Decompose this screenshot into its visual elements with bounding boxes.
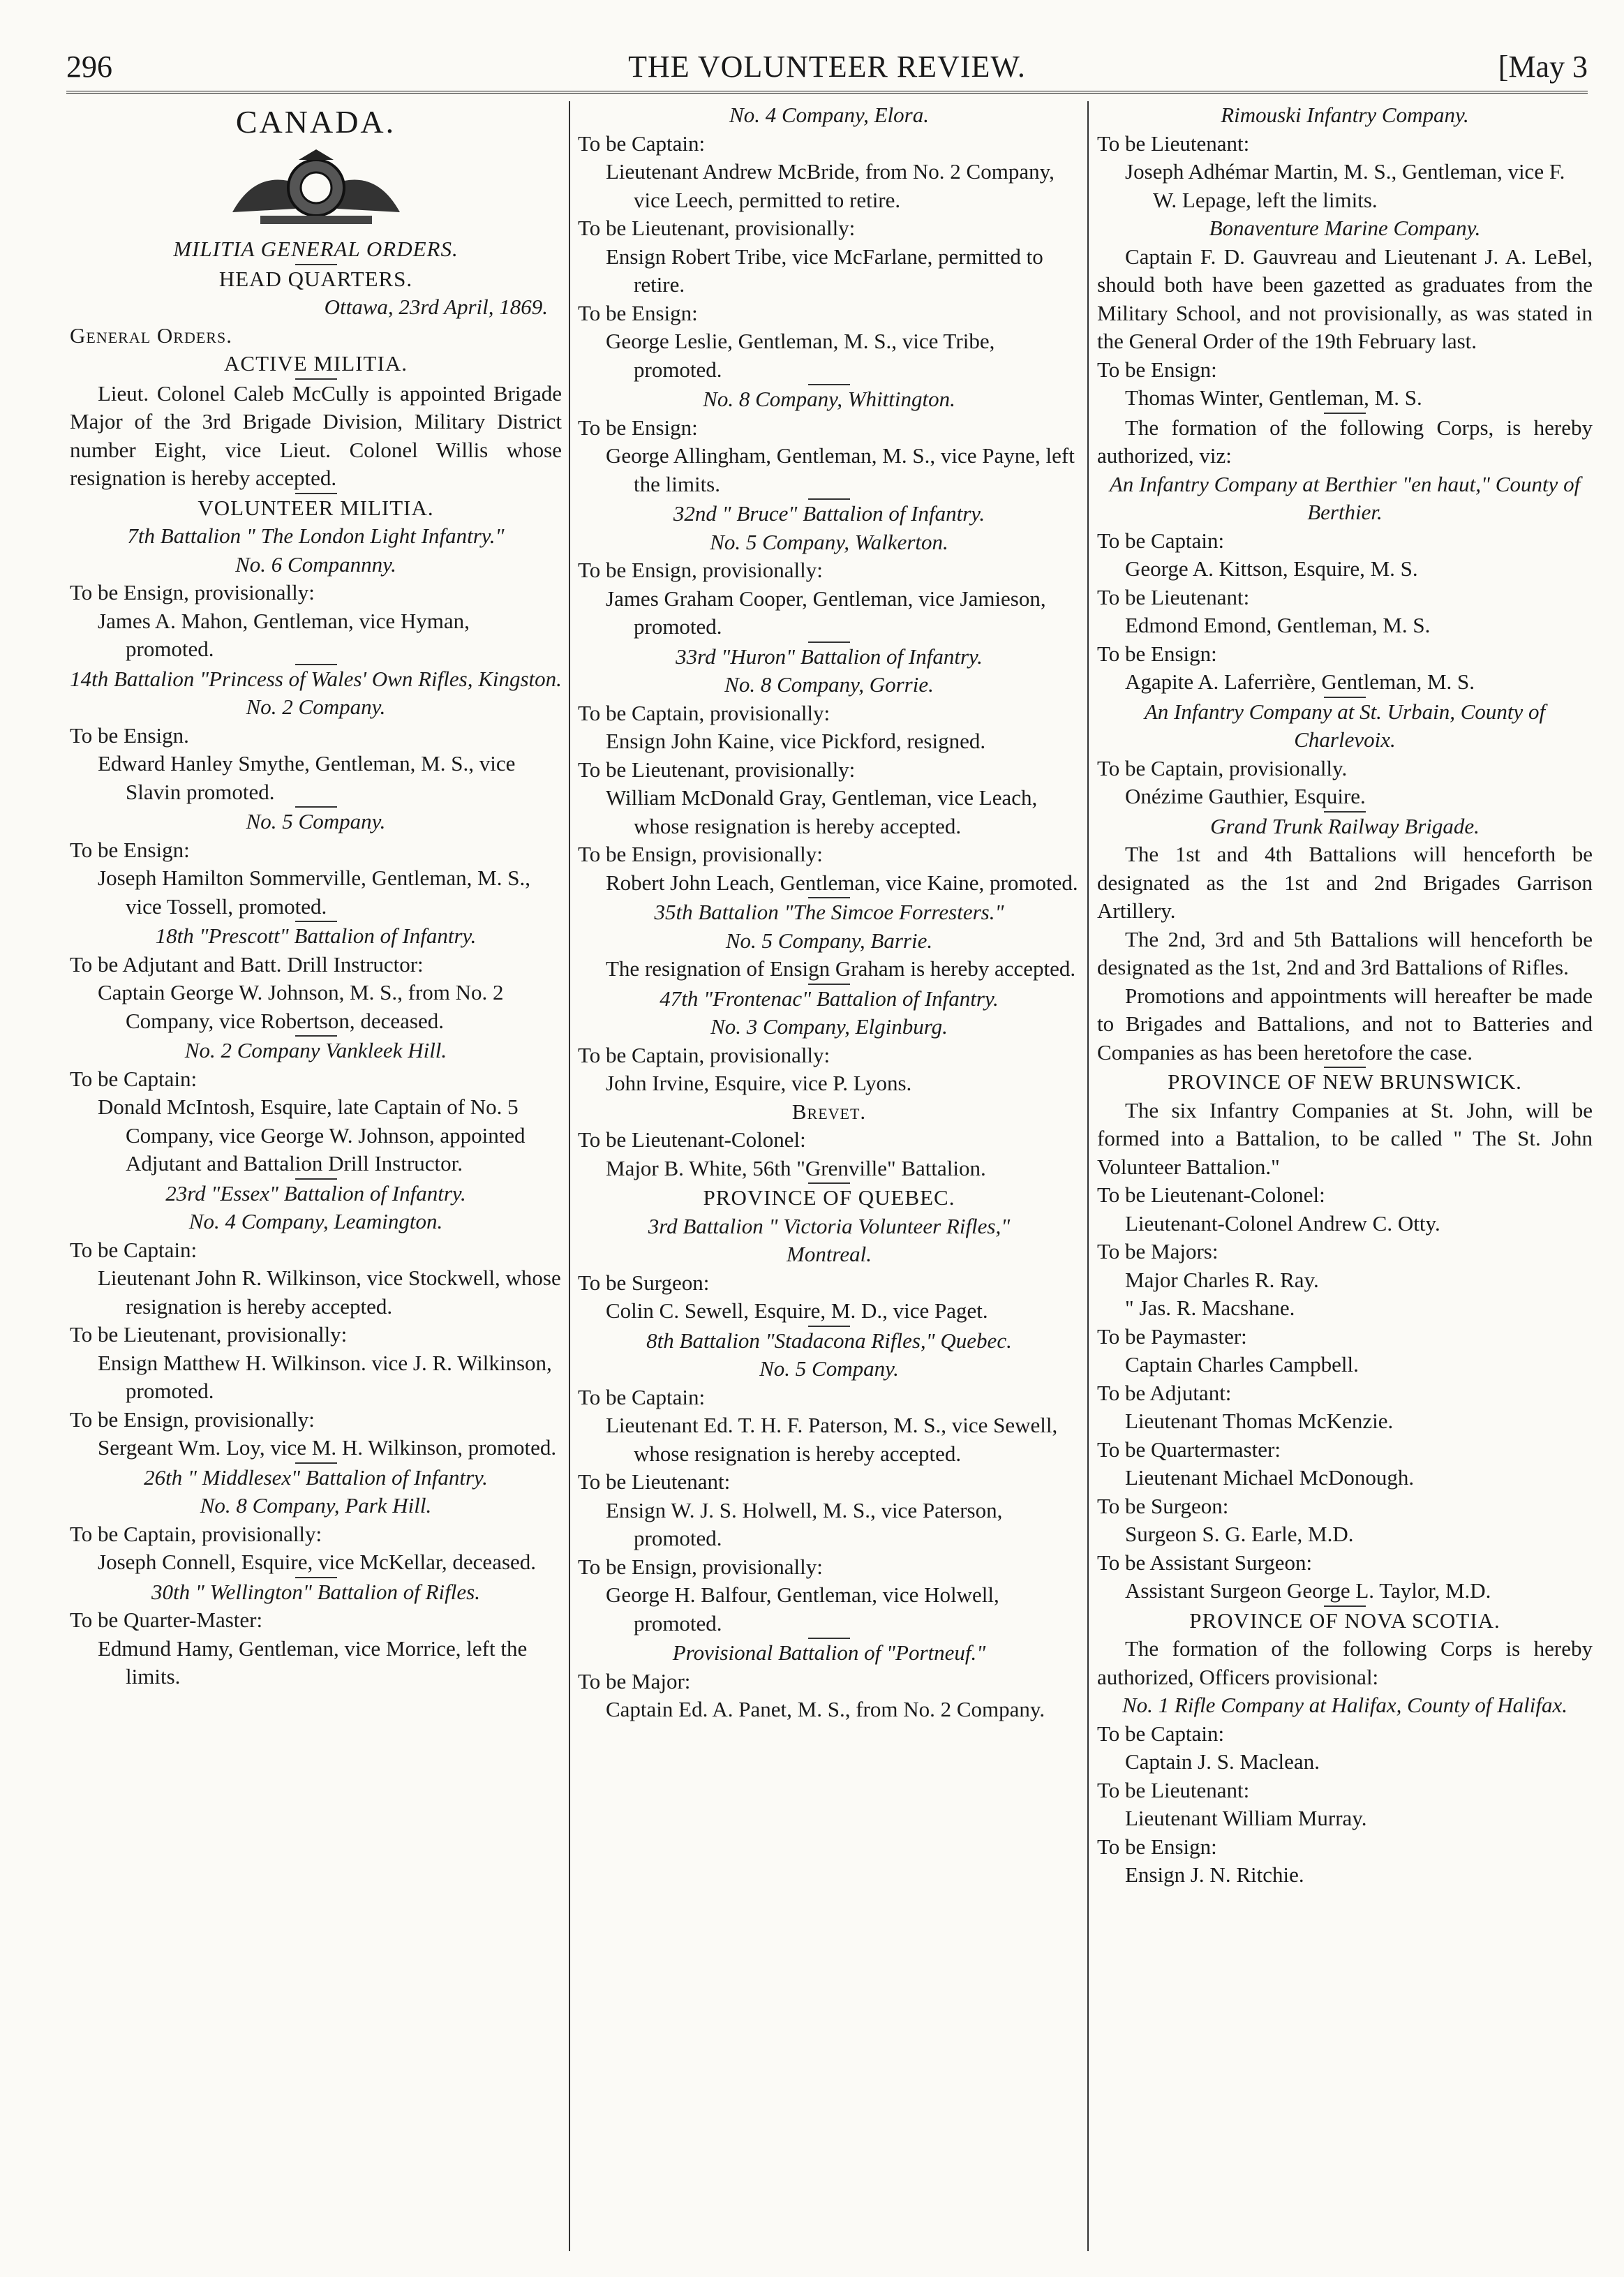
- section-heading: PROVINCE OF QUEBEC.: [703, 1185, 955, 1210]
- general-orders-label: General Orders.: [70, 322, 232, 348]
- appointment-rank: To be Captain, provisionally.: [1097, 755, 1348, 780]
- appointment-entry: Ensign Robert Tribe, vice McFarlane, permitted to retire.: [606, 244, 1043, 297]
- appointment-rank: To be Adjutant:: [1097, 1380, 1232, 1405]
- appointment-entry: Joseph Hamilton Sommerville, Gentleman, M. S., vice Tossell, promoted.: [98, 866, 530, 919]
- unit-heading: 26th " Middlesex" Battalion of Infantry.: [144, 1464, 488, 1490]
- appointment-entry: Joseph Adhémar Martin, M. S., Gentleman, vice F. W. Lepage, left the limits.: [1125, 159, 1565, 212]
- headquarters-heading: HEAD QUARTERS.: [218, 266, 413, 291]
- appointment-entry: Captain Ed. A. Panet, M. S., from No. 2 Company.: [606, 1697, 1045, 1721]
- appointment-entry: Agapite A. Laferrière, Gentleman, M. S.: [1125, 669, 1475, 694]
- appointment-entry: Sergeant Wm. Loy, vice M. H. Wilkinson, promoted.: [98, 1435, 557, 1460]
- appointment-entry: Lieutenant Ed. T. H. F. Paterson, M. S., vice Sewell, whose resignation is hereby accepted.: [606, 1413, 1058, 1466]
- appointment-entry: Thomas Winter, Gentleman, M. S.: [1125, 385, 1422, 410]
- appointment-rank: To be Surgeon:: [578, 1270, 710, 1295]
- appointment-rank: To be Ensign:: [70, 837, 190, 862]
- appointment-rank: To be Ensign:: [578, 300, 698, 325]
- unit-heading: No. 6 Compannny.: [235, 551, 396, 577]
- appointment-rank: To be Quartermaster:: [1097, 1437, 1281, 1462]
- unit-heading: No. 5 Company.: [246, 809, 386, 833]
- appointment-entry: Assistant Surgeon George L. Taylor, M.D.: [1125, 1578, 1491, 1603]
- column-divider: [1087, 101, 1089, 2251]
- unit-heading: No. 4 Company, Leamington.: [188, 1209, 443, 1233]
- header-rule: [66, 91, 1588, 94]
- section-heading: VOLUNTEER MILITIA.: [198, 495, 434, 520]
- unit-heading: 30th " Wellington" Battalion of Rifles.: [151, 1579, 480, 1604]
- appointment-entry: Ensign John Kaine, vice Pickford, resigned.: [606, 729, 986, 753]
- appointment-rank: To be Paymaster:: [1097, 1323, 1247, 1349]
- newspaper-title: THE VOLUNTEER REVIEW.: [628, 50, 1026, 84]
- appointment-rank: To be Ensign:: [1097, 1834, 1217, 1859]
- subheading: Brevet.: [791, 1099, 867, 1124]
- section-heading: ACTIVE MILITIA.: [224, 351, 408, 376]
- unit-heading: 7th Battalion " The London Light Infantry.": [127, 524, 505, 548]
- unit-heading: No. 3 Company, Elginburg.: [710, 1014, 948, 1039]
- appointment-entry: Surgeon S. G. Earle, M.D.: [1125, 1522, 1354, 1546]
- appointment-entry: Lieutenant John R. Wilkinson, vice Stockwell, whose resignation is hereby accepted.: [98, 1266, 561, 1319]
- appointment-entry: Lieutenant-Colonel Andrew C. Otty.: [1125, 1210, 1440, 1236]
- appointment-rank: To be Lieutenant:: [1097, 584, 1250, 609]
- notice-paragraph: The 1st and 4th Battalions will henceforth be designated as the 1st and 2nd Brigades Garrison Artillery.: [1097, 842, 1593, 923]
- unit-heading: 18th "Prescott" Battalion of Infantry.: [155, 924, 477, 948]
- appointment-entry: Lieutenant William Murray.: [1125, 1806, 1367, 1830]
- appointment-rank: To be Ensign, provisionally:: [578, 1554, 823, 1579]
- unit-heading: 32nd " Bruce" Battalion of Infantry.: [673, 501, 985, 526]
- appointment-entry: Ensign J. N. Ritchie.: [1125, 1862, 1304, 1887]
- appointment-entry: Lieutenant Michael McDonough.: [1125, 1465, 1415, 1490]
- section-heading: PROVINCE OF NOVA SCOTIA.: [1189, 1608, 1500, 1633]
- notice-paragraph: The formation of the following Corps is hereby authorized, Officers provisional:: [1097, 1636, 1593, 1689]
- notice-paragraph: The six Infantry Companies at St. John, will be formed into a Battalion, to be called " The St. John Volunteer Battalion.": [1097, 1097, 1593, 1179]
- appointment-rank: To be Lieutenant-Colonel:: [578, 1127, 806, 1152]
- appointment-rank: To be Lieutenant, provisionally:: [578, 216, 856, 240]
- appointment-rank: To be Quarter-Master:: [70, 1608, 263, 1632]
- unit-heading: No. 5 Company, Walkerton.: [710, 529, 948, 554]
- appointment-entry: George Leslie, Gentleman, M. S., vice Tribe, promoted.: [606, 329, 995, 382]
- column-1: [70, 101, 562, 1691]
- notice-paragraph: Captain F. D. Gauvreau and Lieutenant J. A. LeBel, should both have been gazetted as graduates from the Military School, and not provisionally, as was stated in the General Order of the 19th February last.: [1097, 244, 1593, 353]
- unit-heading: No. 4 Company, Elora.: [729, 103, 929, 127]
- appointment-rank: To be Lieutenant:: [578, 1469, 731, 1494]
- unit-heading: No. 5 Company, Barrie.: [725, 928, 933, 953]
- appointment-entry: Ensign W. J. S. Holwell, M. S., vice Paterson, promoted.: [606, 1497, 1003, 1550]
- appointment-rank: To be Captain:: [70, 1066, 198, 1091]
- notice-paragraph: The resignation of Ensign Graham is hereby accepted.: [606, 956, 1076, 981]
- appointment-entry: Edmond Emond, Gentleman, M. S.: [1125, 613, 1431, 637]
- unit-heading: 14th Battalion "Princess of Wales' Own Rifles, Kingston.: [70, 666, 562, 691]
- unit-heading: Rimouski Infantry Company.: [1221, 103, 1469, 127]
- appointment-entry: William McDonald Gray, Gentleman, vice Leach, whose resignation is hereby accepted.: [606, 785, 1038, 838]
- notice-paragraph: The formation of the following Corps, is hereby authorized, viz:: [1097, 415, 1593, 468]
- dateline: Ottawa, 23rd April, 1869.: [324, 295, 548, 319]
- column-2: [578, 101, 1080, 1724]
- appointment-rank: To be Ensign, provisionally:: [578, 558, 823, 582]
- unit-heading: No. 8 Company, Park Hill.: [200, 1493, 432, 1518]
- appointment-entry: Captain Charles Campbell.: [1125, 1352, 1359, 1377]
- appointment-entry: James A. Mahon, Gentleman, vice Hyman, promoted.: [98, 608, 470, 661]
- appointment-rank: To be Captain:: [1097, 528, 1225, 553]
- appointment-entry: " Jas. R. Macshane.: [1125, 1296, 1295, 1320]
- appointment-entry: Joseph Connell, Esquire, vice McKellar, deceased.: [98, 1550, 537, 1574]
- unit-heading: Montreal.: [787, 1242, 872, 1266]
- unit-heading: An Infantry Company at Berthier "en haut," County of Berthier.: [1109, 471, 1581, 524]
- appointment-entry: Lieutenant Andrew McBride, from No. 2 Company, vice Leech, permitted to retire.: [606, 159, 1055, 212]
- appointment-rank: To be Ensign, provisionally:: [70, 580, 315, 605]
- unit-heading: Bonaventure Marine Company.: [1209, 216, 1481, 240]
- appointment-entry: George H. Balfour, Gentleman, vice Holwell, promoted.: [606, 1582, 999, 1636]
- unit-heading: No. 8 Company, Whittington.: [703, 387, 955, 411]
- unit-heading: No. 1 Rifle Company at Halifax, County of Halifax.: [1122, 1693, 1568, 1717]
- appointment-entry: John Irvine, Esquire, vice P. Lyons.: [606, 1071, 912, 1095]
- appointment-rank: To be Captain, provisionally:: [578, 700, 830, 725]
- issue-date: [May 3: [1498, 50, 1588, 84]
- unit-heading: 3rd Battalion " Victoria Volunteer Rifles,": [648, 1213, 1011, 1238]
- appointment-rank: To be Captain, provisionally:: [578, 1042, 830, 1067]
- appointment-entry: Ensign Matthew H. Wilkinson. vice J. R. Wilkinson, promoted.: [98, 1350, 552, 1403]
- column-divider: [569, 101, 570, 2251]
- appointment-entry: Captain George W. Johnson, M. S., from No. 2 Company, vice Robertson, deceased.: [98, 980, 504, 1033]
- appointment-rank: To be Captain:: [1097, 1721, 1225, 1746]
- appointment-entry: Major B. White, 56th "Grenville" Battalion.: [606, 1155, 986, 1180]
- appointment-rank: To be Lieutenant, provisionally:: [70, 1322, 348, 1347]
- unit-heading: No. 8 Company, Gorrie.: [724, 672, 934, 697]
- section-heading: PROVINCE OF NEW BRUNSWICK.: [1168, 1069, 1522, 1094]
- appointment-rank: To be Surgeon:: [1097, 1493, 1229, 1518]
- appointment-rank: To be Adjutant and Batt. Drill Instructor:: [70, 951, 424, 977]
- appointment-rank: To be Majors:: [1097, 1239, 1219, 1263]
- column-3: [1097, 101, 1593, 1890]
- unit-heading: An Infantry Company at St. Urbain, County of Charlevoix.: [1144, 699, 1546, 752]
- unit-heading: 47th "Frontenac" Battalion of Infantry.: [660, 986, 999, 1011]
- appointment-rank: To be Ensign:: [1097, 641, 1217, 666]
- unit-heading: 33rd "Huron" Battalion of Infantry.: [676, 644, 983, 669]
- notice-paragraph: Promotions and appointments will hereafter be made to Brigades and Battalions, and not to Batteries and Companies as has been heretofore the case.: [1097, 983, 1593, 1065]
- appointment-entry: Donald McIntosh, Esquire, late Captain of No. 5 Company, vice George W. Johnson, appointed Adjutant and Battalion Drill Instructor.: [98, 1095, 526, 1175]
- appointment-entry: James Graham Cooper, Gentleman, vice Jamieson, promoted.: [606, 586, 1046, 639]
- unit-heading: Provisional Battalion of "Portneuf.": [672, 1640, 986, 1665]
- appointment-entry: George A. Kittson, Esquire, M. S.: [1125, 556, 1418, 581]
- appointment-rank: To be Ensign.: [70, 722, 189, 748]
- orders-title: MILITIA GENERAL ORDERS.: [173, 237, 459, 261]
- appointment-rank: To be Ensign, provisionally:: [70, 1407, 315, 1432]
- appointment-rank: To be Captain:: [578, 131, 706, 156]
- appointment-entry: Major Charles R. Ray.: [1125, 1267, 1319, 1292]
- appointment-entry: Edmund Hamy, Gentleman, vice Morrice, left the limits.: [98, 1636, 528, 1689]
- appointment-rank: To be Lieutenant, provisionally:: [578, 757, 856, 782]
- unit-heading: No. 2 Company.: [246, 695, 386, 719]
- appointment-entry: Captain J. S. Maclean.: [1125, 1749, 1320, 1774]
- appointment-entry: Edward Hanley Smythe, Gentleman, M. S., vice Slavin promoted.: [98, 751, 516, 804]
- unit-heading: 8th Battalion "Stadacona Rifles," Quebec.: [646, 1328, 1012, 1353]
- appointment-rank: To be Captain:: [70, 1237, 198, 1262]
- appointment-rank: To be Lieutenant:: [1097, 131, 1250, 156]
- appointment-entry: Onézime Gauthier, Esquire.: [1125, 784, 1366, 808]
- unit-heading: No. 5 Company.: [759, 1356, 899, 1381]
- appointment-rank: To be Ensign:: [578, 415, 698, 440]
- appointment-rank: To be Assistant Surgeon:: [1097, 1550, 1313, 1575]
- unit-heading: Grand Trunk Railway Brigade.: [1210, 813, 1480, 838]
- notice-paragraph: The 2nd, 3rd and 5th Battalions will henceforth be designated as the 1st, 2nd and 3rd Battalions of Rifles.: [1097, 926, 1593, 979]
- page-number: 296: [66, 50, 112, 84]
- appointment-rank: To be Ensign, provisionally:: [578, 842, 823, 866]
- appointment-entry: Colin C. Sewell, Esquire, M. D., vice Paget.: [606, 1298, 988, 1323]
- appointment-rank: To be Lieutenant:: [1097, 1777, 1250, 1802]
- notice-paragraph: Lieut. Colonel Caleb McCully is appointed Brigade Major of the 3rd Brigade Division, Military District number Eight, vice Lieut. Colonel Willis whose resignation is hereby accepted.: [70, 380, 562, 490]
- unit-heading: 35th Battalion "The Simcoe Forresters.": [654, 900, 1004, 924]
- appointment-entry: Lieutenant Thomas McKenzie.: [1125, 1409, 1394, 1433]
- appointment-entry: George Allingham, Gentleman, M. S., vice Payne, left the limits.: [606, 443, 1075, 496]
- appointment-rank: To be Ensign:: [1097, 357, 1217, 382]
- appointment-rank: To be Captain:: [578, 1384, 706, 1409]
- appointment-rank: To be Captain, provisionally:: [70, 1521, 322, 1546]
- appointment-entry: Robert John Leach, Gentleman, vice Kaine, promoted.: [606, 870, 1078, 895]
- appointment-rank: To be Major:: [578, 1668, 691, 1693]
- unit-heading: 23rd "Essex" Battalion of Infantry.: [165, 1180, 466, 1206]
- appointment-rank: To be Lieutenant-Colonel:: [1097, 1182, 1325, 1207]
- section-title: CANADA.: [235, 104, 396, 140]
- coat-of-arms-icon: [70, 146, 562, 230]
- unit-heading: No. 2 Company Vankleek Hill.: [184, 1038, 447, 1062]
